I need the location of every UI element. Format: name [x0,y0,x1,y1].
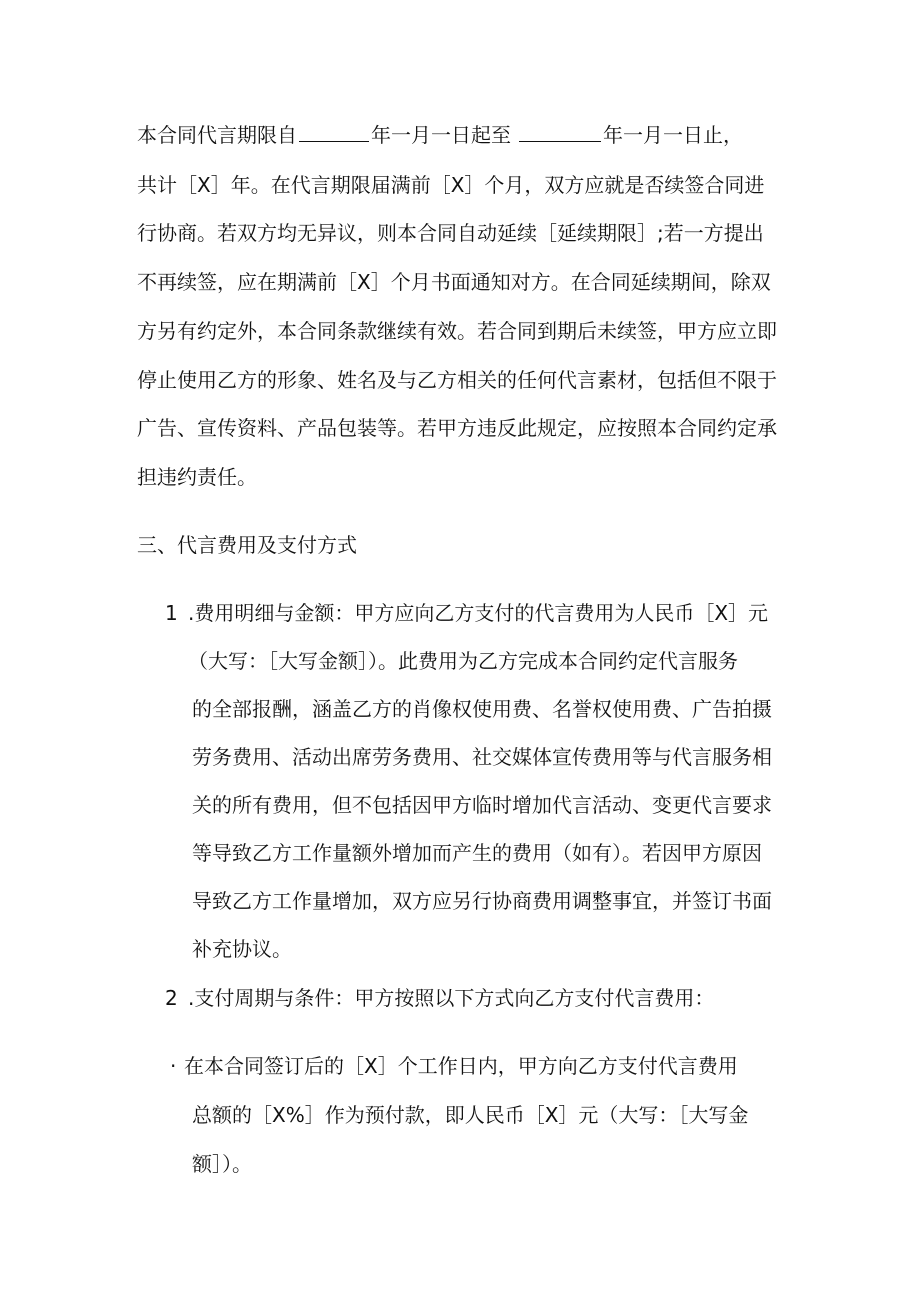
item-1-line: 劳务费用、活动出席劳务费用、社交媒体宣传费用等与代言服务相 [192,745,772,769]
term-clause-text-b: 年一月一日起至 [371,123,511,147]
term-clause-text-a: 本合同代言期限自 [137,123,297,147]
item-2-number: 2 [165,986,178,1010]
term-clause-line: 方另有约定外，本合同条款继续有效。若合同到期后未续签，甲方应立即 [137,319,777,343]
bullet-line: 在本合同签订后的［X］个工作日内，甲方向乙方支付代言费用 [184,1054,738,1078]
item-1-line: 补充协议。 [192,937,292,961]
term-clause-line: 共计［X］年。在代言期限届满前［X］个月，双方应就是否续签合同进 [137,173,765,197]
term-clause-line: 担违约责任。 [137,465,257,489]
bullet-line: 额］）。 [192,1152,252,1176]
item-1-line: （大写：［大写金额］）。此费用为乙方完成本合同约定代言服务 [188,649,738,673]
bullet-mark: · [170,1054,177,1078]
year-end-blank [519,121,601,142]
section-heading: 三、代言费用及支付方式 [137,533,357,557]
item-1-line: 导致乙方工作量增加，双方应另行协商费用调整事宜，并签订书面 [192,889,772,913]
term-clause-line: 行协商。若双方均无异议，则本合同自动延续［延续期限］;若一方提出 [137,221,764,245]
item-1-number: 1 [165,601,178,625]
term-clause-line: 不再续签，应在期满前［X］个月书面通知对方。在合同延续期间，除双 [137,270,771,294]
term-clause-line: 广告、宣传资料、产品包装等。若甲方违反此规定，应按照本合同约定承 [137,416,777,440]
year-start-blank [299,121,369,142]
item-1-line: .费用明细与金额：甲方应向乙方支付的代言费用为人民币［X］元 [188,601,769,625]
term-clause-line: 停止使用乙方的形象、姓名及与乙方相关的任何代言素材，包括但不限于 [137,368,777,392]
item-2-text: .支付周期与条件：甲方按照以下方式向乙方支付代言费用： [188,986,715,1010]
term-clause-line-1 [137,121,743,149]
term-clause-text-c: 年一月一日止， [603,123,743,147]
item-1-line: 等导致乙方工作量额外增加而产生的费用（如有）。若因甲方原因 [192,841,762,865]
item-1-line: 的全部报酬，涵盖乙方的肖像权使用费、名誉权使用费、广告拍摄 [192,697,772,721]
bullet-line: 总额的［X%］作为预付款，即人民币［X］元（大写：［大写金 [192,1103,749,1127]
item-1-line: 关的所有费用，但不包括因甲方临时增加代言活动、变更代言要求 [192,793,772,817]
